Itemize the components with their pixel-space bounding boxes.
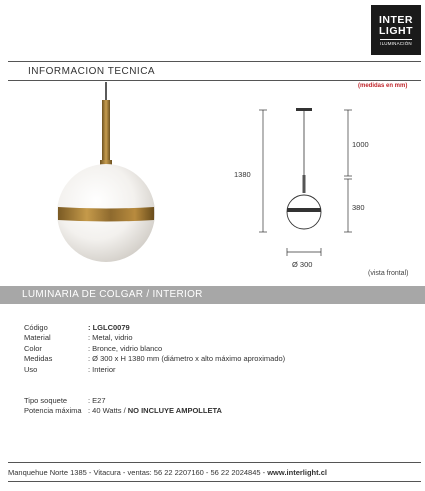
title-rule	[8, 80, 421, 81]
spec-row-material	[24, 333, 285, 343]
spec-value: : Interior	[88, 364, 116, 374]
footer-address: Manquehue Norte 1385 - Vitacura - ventas: 56 22 2207160 - 56 22 2024845 -	[8, 468, 268, 477]
spec-row-soquete	[24, 396, 285, 406]
logo-line1: INTER	[379, 13, 413, 26]
spec-value: : Bronce, vidrio blanco	[88, 343, 163, 353]
spec-label: Uso	[24, 364, 38, 374]
spec-row-code	[24, 323, 285, 333]
bottom-rule	[8, 481, 421, 482]
brass-band	[58, 207, 154, 222]
spec-value: : 40 Watts / NO INCLUYE AMPOLLETA	[88, 406, 222, 416]
brass-rod	[102, 100, 110, 162]
category-banner	[0, 286, 425, 304]
spec-label: Material	[24, 333, 51, 343]
spec-value: : E27	[88, 396, 106, 406]
vista-note: (vista frontal)	[368, 270, 409, 277]
dim-diameter: Ø 300	[292, 260, 313, 269]
logo-line2: LIGHT	[379, 24, 413, 37]
spec-value: : Metal, vidrio	[88, 333, 133, 343]
spec-list	[24, 323, 285, 417]
footer-rule	[8, 462, 421, 463]
spec-row-potencia	[24, 406, 285, 416]
technical-drawing	[230, 100, 400, 280]
spec-value: : Ø 300 x H 1380 mm (diámetro x alto máximo aproximado)	[88, 354, 286, 364]
footer	[8, 468, 327, 477]
spec-row-uso	[24, 365, 285, 375]
spec-row-color	[24, 344, 285, 354]
spec-row-medidas	[24, 354, 285, 364]
dim-globe-height: 380	[352, 203, 365, 212]
spec-label: Potencia máxima	[24, 406, 82, 416]
spec-label: Código	[24, 323, 48, 332]
spec-value: : LGLC0079	[88, 323, 130, 332]
logo-line3: ILUMINACIÓN	[380, 40, 412, 46]
medidas-note: (medidas en mm)	[358, 83, 408, 89]
banner-title: LUMINARIA DE COLGAR / INTERIOR	[22, 289, 203, 300]
top-rule	[8, 61, 421, 62]
product-photo	[40, 82, 190, 282]
spec-label: Color	[24, 343, 42, 353]
spec-label: Tipo soquete	[24, 396, 68, 406]
spec-label: Medidas	[24, 354, 53, 364]
section-title: INFORMACION TECNICA	[28, 66, 156, 77]
footer-website[interactable]: www.interlight.cl	[267, 468, 327, 477]
interlight-logo	[371, 5, 421, 55]
dim-total-height: 1380	[234, 170, 251, 179]
dim-cable-length: 1000	[352, 140, 369, 149]
